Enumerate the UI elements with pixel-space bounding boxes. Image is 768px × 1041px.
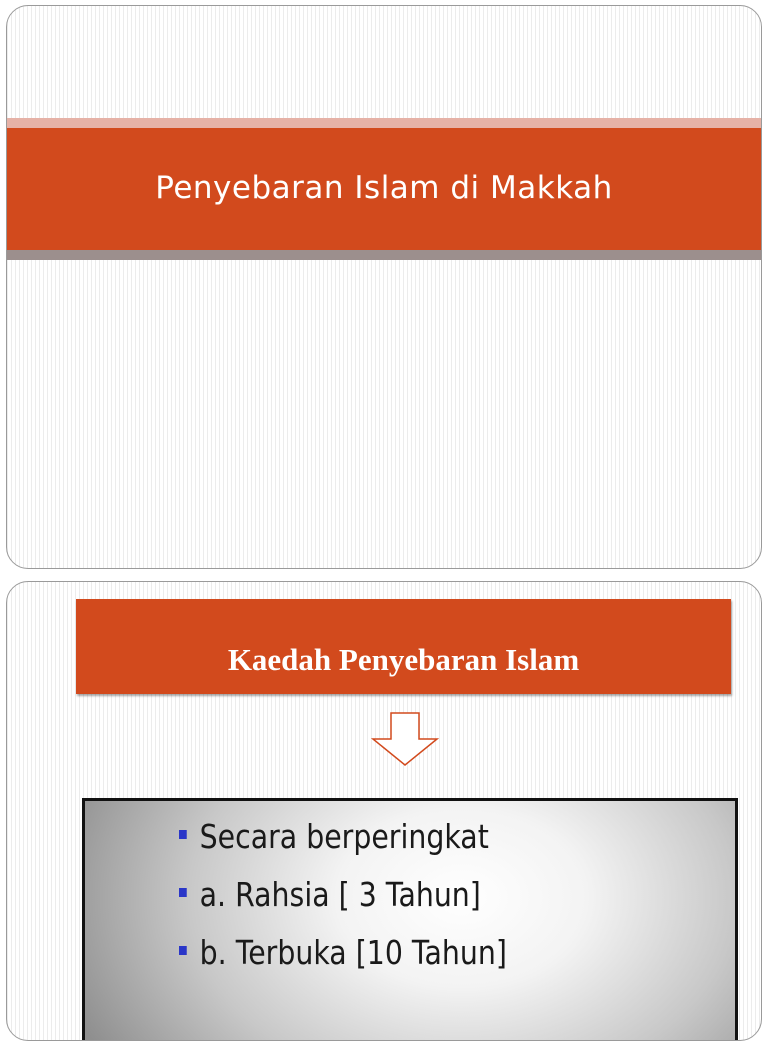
slide-title xyxy=(6,5,762,569)
list-item-text: a. Rahsia [ 3 Tahun] xyxy=(199,875,481,914)
list-item xyxy=(179,813,507,871)
method-title-text: Kaedah Penyebaran Islam xyxy=(227,642,580,677)
list-item-text: b. Terbuka [10 Tahun] xyxy=(199,933,507,972)
bullet-icon xyxy=(179,830,187,839)
method-list xyxy=(179,813,560,987)
slide-title-text: Penyebaran Islam di Makkah xyxy=(155,170,613,206)
title-band-top xyxy=(7,118,761,128)
down-arrow-icon xyxy=(371,712,439,767)
list-item xyxy=(179,929,507,987)
title-band-bottom xyxy=(7,250,761,260)
list-item-text: Secara berperingkat xyxy=(199,817,489,856)
bullet-icon xyxy=(179,888,187,897)
method-list-box xyxy=(82,798,738,1041)
bullet-icon xyxy=(179,946,187,955)
method-title-box xyxy=(76,599,731,694)
slide-method xyxy=(6,581,762,1041)
list-item xyxy=(179,871,507,929)
